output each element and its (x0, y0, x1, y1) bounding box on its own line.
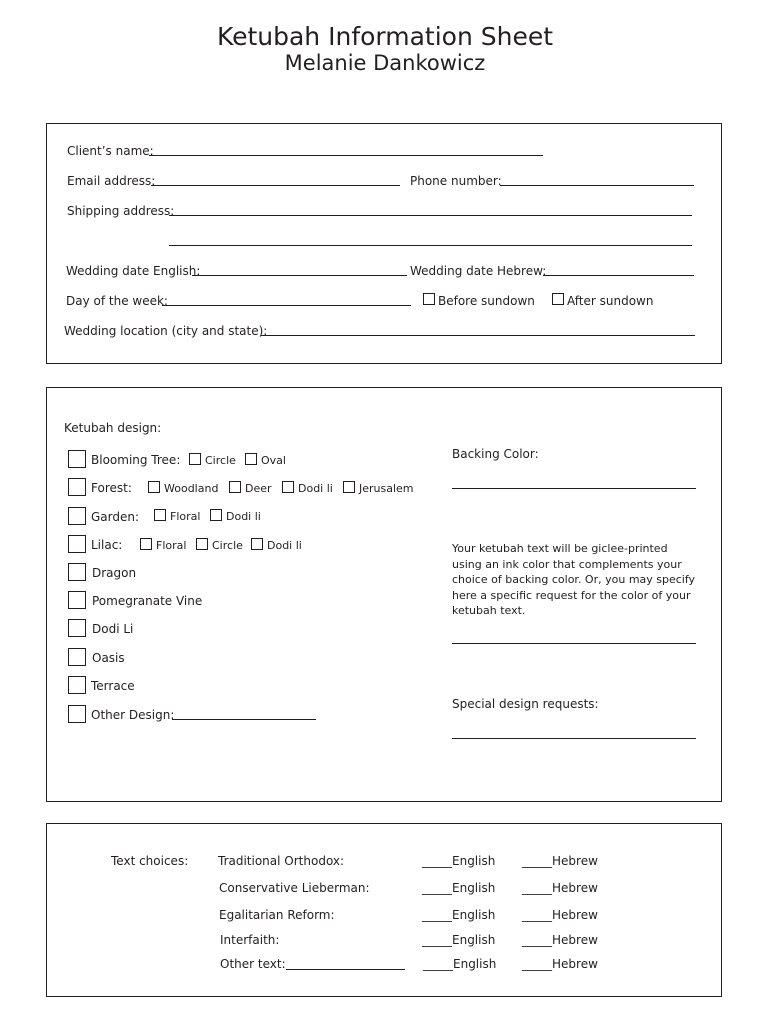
garden-floral-label: Floral (170, 510, 201, 523)
conservative-lieberman-hebrew[interactable]: _____Hebrew (522, 881, 598, 895)
lilac-circle-label: Circle (212, 539, 243, 552)
text-option-traditional-orthodox: Traditional Orthodox: (218, 854, 345, 868)
special-requests-label: Special design requests: (452, 697, 599, 711)
forest-woodland-label: Woodland (164, 482, 219, 495)
date-english-label: Wedding date English: (66, 264, 201, 278)
garden-checkbox[interactable] (68, 507, 86, 525)
backing-color-label: Backing Color: (452, 447, 539, 461)
dodi-li-label: Dodi Li (92, 622, 134, 636)
special-requests-field[interactable] (452, 738, 696, 739)
blooming-tree-circle-checkbox[interactable] (189, 453, 201, 465)
blooming-tree-oval-checkbox[interactable] (245, 453, 257, 465)
phone-field[interactable] (500, 185, 694, 186)
dragon-label: Dragon (92, 566, 137, 580)
pomegranate-vine-checkbox[interactable] (68, 591, 86, 609)
other-text-hebrew[interactable]: _____Hebrew (522, 957, 598, 971)
conservative-lieberman-english[interactable]: _____English (422, 881, 496, 895)
backing-color-field[interactable] (452, 488, 696, 489)
before-sundown-label: Before sundown (438, 294, 535, 308)
email-label: Email address: (67, 174, 156, 188)
shipping-field-line-1[interactable] (169, 215, 692, 216)
garden-floral-checkbox[interactable] (154, 509, 166, 521)
lilac-circle-checkbox[interactable] (196, 538, 208, 550)
text-choices-section (46, 823, 722, 997)
pomegranate-vine-label: Pomegranate Vine (92, 594, 203, 608)
lilac-floral-checkbox[interactable] (140, 538, 152, 550)
forest-label: Forest: (91, 481, 132, 495)
forest-checkbox[interactable] (68, 478, 86, 496)
oasis-checkbox[interactable] (68, 648, 86, 666)
text-option-conservative-lieberman: Conservative Lieberman: (219, 881, 370, 895)
day-of-week-label: Day of the week: (66, 294, 168, 308)
blooming-tree-oval-label: Oval (261, 454, 286, 467)
interfaith-english[interactable]: _____English (422, 933, 496, 947)
terrace-checkbox[interactable] (68, 676, 86, 694)
email-field[interactable] (151, 185, 400, 186)
lilac-dodi-li-label: Dodi li (267, 539, 302, 552)
blooming-tree-circle-label: Circle (205, 454, 236, 467)
lilac-floral-label: Floral (156, 539, 187, 552)
design-heading: Ketubah design: (64, 421, 162, 435)
traditional-orthodox-hebrew[interactable]: _____Hebrew (522, 854, 598, 868)
ink-color-request-field[interactable] (452, 643, 696, 644)
garden-dodi-li-label: Dodi li (226, 510, 261, 523)
date-english-field[interactable] (192, 275, 407, 276)
text-option-egalitarian-reform: Egalitarian Reform: (219, 908, 335, 922)
dodi-li-checkbox[interactable] (68, 619, 86, 637)
dragon-checkbox[interactable] (68, 563, 86, 581)
terrace-label: Terrace (91, 679, 135, 693)
oasis-label: Oasis (92, 651, 125, 665)
forest-dodi-li-label: Dodi li (298, 482, 333, 495)
shipping-label: Shipping address: (67, 204, 175, 218)
forest-jerusalem-label: Jerusalem (359, 482, 414, 495)
forest-deer-label: Deer (245, 482, 272, 495)
ink-color-note: Your ketubah text will be giclee-printed using an ink color that complements your choice of backing color. Or, you may specify here a specific request for the color of your ketubah text. (452, 542, 696, 617)
date-hebrew-field[interactable] (543, 275, 694, 276)
forest-dodi-li-checkbox[interactable] (282, 481, 294, 493)
text-choices-label: Text choices: (111, 854, 189, 868)
shipping-field-line-2[interactable] (169, 245, 692, 246)
egalitarian-reform-hebrew[interactable]: _____Hebrew (522, 908, 598, 922)
lilac-checkbox[interactable] (68, 535, 86, 553)
lilac-dodi-li-checkbox[interactable] (251, 538, 263, 550)
forest-jerusalem-checkbox[interactable] (343, 481, 355, 493)
other-text-english[interactable]: _____English (423, 957, 497, 971)
traditional-orthodox-english[interactable]: _____English (422, 854, 496, 868)
clients-name-label: Client’s name: (67, 144, 154, 158)
forest-woodland-checkbox[interactable] (148, 481, 160, 493)
other-design-checkbox[interactable] (68, 705, 86, 723)
garden-dodi-li-checkbox[interactable] (210, 509, 222, 521)
other-design-label: Other Design: (91, 708, 175, 722)
date-hebrew-label: Wedding date Hebrew: (410, 264, 547, 278)
clients-name-field[interactable] (149, 155, 543, 156)
after-sundown-label: After sundown (567, 294, 654, 308)
page-title: Ketubah Information Sheet (216, 22, 554, 51)
location-field[interactable] (261, 335, 695, 336)
egalitarian-reform-english[interactable]: _____English (422, 908, 496, 922)
day-of-week-field[interactable] (162, 305, 411, 306)
page-subtitle: Melanie Dankowicz (284, 51, 486, 75)
phone-label: Phone number: (410, 174, 502, 188)
other-design-field[interactable] (172, 719, 316, 720)
before-sundown-checkbox[interactable] (423, 293, 435, 305)
forest-deer-checkbox[interactable] (229, 481, 241, 493)
text-option-interfaith: Interfaith: (220, 933, 280, 947)
location-label: Wedding location (city and state): (64, 324, 268, 338)
text-option-other: Other text: (220, 957, 286, 971)
blooming-tree-checkbox[interactable] (68, 450, 86, 468)
blooming-tree-label: Blooming Tree: (91, 453, 181, 467)
lilac-label: Lilac: (91, 538, 123, 552)
garden-label: Garden: (91, 510, 140, 524)
other-text-field[interactable] (286, 969, 405, 970)
interfaith-hebrew[interactable]: _____Hebrew (522, 933, 598, 947)
after-sundown-checkbox[interactable] (552, 293, 564, 305)
